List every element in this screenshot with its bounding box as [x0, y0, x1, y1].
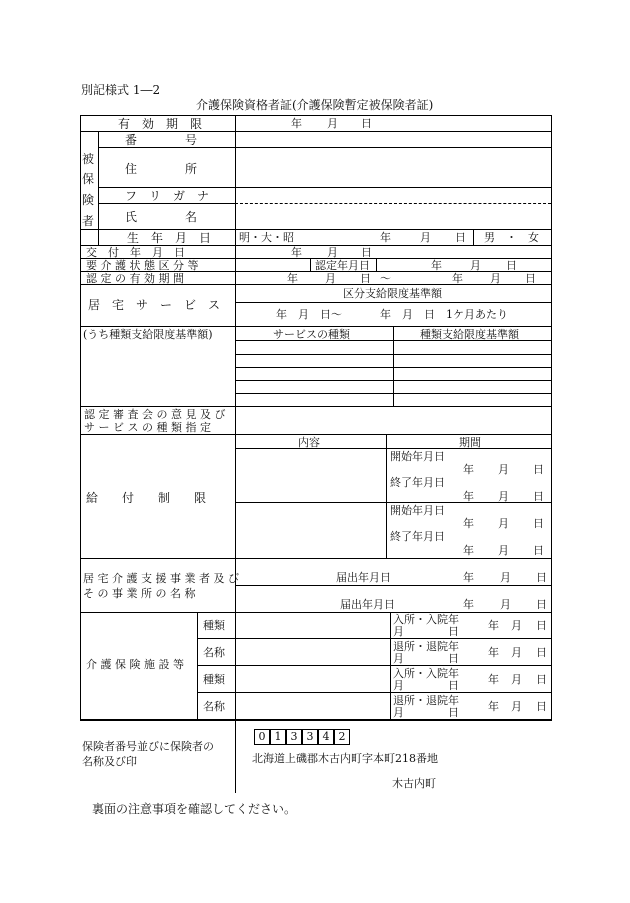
facility1-exit-year: 年 — [488, 646, 499, 659]
bl1-start-month: 月 — [498, 463, 509, 476]
sex-options: 男 ・ 女 — [484, 231, 539, 244]
bl2-end-month: 月 — [498, 544, 509, 557]
cert-year: 年 — [431, 259, 442, 272]
bl2-end-day: 日 — [533, 544, 544, 557]
insured-side-char-1: 被 — [82, 152, 95, 166]
bl2-start-month: 月 — [498, 517, 509, 530]
facility1-year: 年 — [488, 619, 499, 632]
facility2-day: 日 — [536, 673, 547, 686]
home-service-label: 居 宅 サ ー ビ ス — [88, 298, 221, 312]
bl2-end-year: 年 — [463, 544, 474, 557]
facility1-exit-day: 日 — [536, 646, 547, 659]
facility2-exit-line2: 月 日 — [393, 706, 459, 719]
cs1-month: 月 — [500, 571, 511, 584]
cs1-day: 日 — [536, 571, 547, 584]
cert-month: 月 — [470, 259, 481, 272]
limit-header: 区分支給限度基準額 — [343, 287, 442, 300]
issue-day: 日 — [361, 246, 372, 259]
insurer-name: 木古内町 — [392, 777, 436, 790]
period-start-month: 月 — [325, 272, 336, 285]
validity-label: 有 効 期 限 — [118, 117, 203, 131]
birth-month: 月 — [420, 231, 431, 244]
facility2-exit-line1: 退所・退院年 — [393, 694, 459, 707]
birthdate-label: 生 年 月 日 — [127, 231, 212, 245]
facility1-entry-line1: 入所・入院年 — [393, 613, 459, 626]
facility2-exit-year: 年 — [488, 700, 499, 713]
insurer-label-line1: 保険者番号並びに保険者の — [82, 740, 214, 753]
facility2-name-label: 名称 — [203, 700, 225, 713]
insurer-digit: 3 — [302, 729, 318, 745]
service-type-header: サービスの種類 — [273, 328, 350, 341]
facility2-entry-line1: 入所・入院年 — [393, 667, 459, 680]
insured-name-label: 氏 名 — [125, 210, 198, 224]
benefit-limit-label: 給 付 制 限 — [86, 491, 207, 505]
limit-period-end: 年 月 日 1ケ月あたり — [380, 308, 508, 321]
care-support-label-line1: 居 宅 介 護 支 援 事 業 者 及 び — [83, 572, 239, 585]
facility1-day: 日 — [536, 619, 547, 632]
cert-day: 日 — [506, 259, 517, 272]
type-limit-header: 種類支給限度基準額 — [420, 328, 519, 341]
insurer-address: 北海道上磯郡木古内町字本町218番地 — [252, 752, 438, 765]
insurer-digit: 4 — [318, 729, 334, 745]
bl1-end-label: 終了年月日 — [390, 476, 445, 489]
facility1-name-label: 名称 — [203, 646, 225, 659]
insured-address-label: 住 所 — [125, 162, 198, 176]
bl2-start-day: 日 — [533, 517, 544, 530]
care-level-label: 要 介 護 状 態 区 分 等 — [86, 259, 199, 272]
cs1-notify-label: 届出年月日 — [336, 571, 391, 584]
review-label-line2: サ ー ビ ス の 種 類 指 定 — [84, 421, 211, 434]
period-start-year: 年 — [287, 272, 298, 285]
bl1-end-month: 月 — [498, 490, 509, 503]
facility1-exit-line1: 退所・退院年 — [393, 640, 459, 653]
limit-period-start: 年 月 日～ — [276, 308, 342, 321]
period-end-day: 日 — [525, 272, 536, 285]
facility2-exit-day: 日 — [536, 700, 547, 713]
cs1-year: 年 — [463, 571, 474, 584]
bl2-start-label: 開始年月日 — [390, 504, 445, 517]
cs2-month: 月 — [500, 598, 511, 611]
period-start-day: 日 — [360, 272, 371, 285]
birth-year: 年 — [380, 231, 391, 244]
bl2-end-label: 終了年月日 — [390, 530, 445, 543]
validity-day: 日 — [361, 117, 372, 130]
insurer-label-line2: 名称及び印 — [82, 755, 137, 768]
cert-period-label: 認 定 の 有 効 期 間 — [86, 272, 184, 285]
care-support-label-line2: そ の 事 業 所 の 名 称 — [83, 587, 196, 600]
review-label-line1: 認 定 審 査 会 の 意 見 及 び — [84, 408, 226, 421]
insurer-digit: 1 — [270, 729, 286, 745]
period-tilde: ～ — [380, 272, 391, 285]
insured-number-label: 番 号 — [125, 133, 198, 147]
insured-furigana-label: フ リ ガ ナ — [125, 189, 210, 203]
birth-era: 明・大・昭 — [239, 231, 294, 244]
facility1-exit-month: 月 — [511, 646, 522, 659]
facility2-month: 月 — [511, 673, 522, 686]
bl1-start-day: 日 — [533, 463, 544, 476]
issue-date-label: 交 付 年 月 日 — [86, 246, 185, 259]
insurer-digit: 0 — [254, 729, 270, 745]
cert-date-label: 認定年月日 — [315, 259, 370, 272]
cs2-day: 日 — [536, 598, 547, 611]
insured-side-char-4: 者 — [82, 214, 95, 228]
bl1-start-label: 開始年月日 — [390, 450, 445, 463]
content-header: 内容 — [298, 436, 320, 449]
cs2-year: 年 — [463, 598, 474, 611]
facility-label: 介 護 保 険 施 設 等 — [86, 658, 184, 671]
facility2-type-label: 種類 — [203, 673, 225, 686]
insured-side-char-2: 保 — [82, 172, 95, 186]
issue-month: 月 — [327, 246, 338, 259]
bl2-start-year: 年 — [463, 517, 474, 530]
cs2-notify-label: 届出年月日 — [340, 598, 395, 611]
period-header: 期間 — [459, 436, 481, 449]
period-end-year: 年 — [452, 272, 463, 285]
insurer-digit: 3 — [286, 729, 302, 745]
facility1-exit-line2: 月 日 — [393, 652, 459, 665]
insurer-digit: 2 — [334, 729, 350, 745]
form-title: 介護保険資格者証(介護保険暫定被保険者証) — [196, 98, 434, 112]
facility1-type-label: 種類 — [203, 619, 225, 632]
birth-day: 日 — [455, 231, 466, 244]
bl1-end-year: 年 — [463, 490, 474, 503]
facility2-year: 年 — [488, 673, 499, 686]
facility2-exit-month: 月 — [511, 700, 522, 713]
footer-note: 裏面の注意事項を確認してください。 — [92, 802, 297, 816]
form-id: 別記様式 1―2 — [81, 83, 161, 97]
validity-month: 月 — [327, 117, 338, 130]
period-end-month: 月 — [490, 272, 501, 285]
type-limit-label: (うち種類支給限度基準額) — [83, 328, 213, 341]
bl1-end-day: 日 — [533, 490, 544, 503]
issue-year: 年 — [291, 246, 302, 259]
facility1-month: 月 — [511, 619, 522, 632]
validity-year: 年 — [291, 117, 302, 130]
facility1-entry-line2: 月 日 — [393, 625, 459, 638]
bl1-start-year: 年 — [463, 463, 474, 476]
insured-side-char-3: 険 — [82, 193, 95, 207]
facility2-entry-line2: 月 日 — [393, 679, 459, 692]
